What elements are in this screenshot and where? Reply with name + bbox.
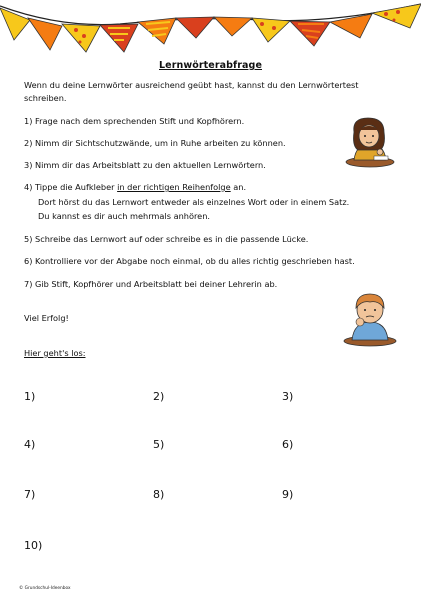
answer-label-5: 5) [153, 438, 165, 451]
answer-label-3: 3) [282, 390, 294, 403]
boy-thinking-illustration [342, 290, 400, 348]
answer-label-2: 2) [153, 390, 165, 403]
step-4 [24, 182, 246, 193]
step-4-start: 4) Tippe die Aufkleber [24, 182, 118, 192]
step-4-detail-2: Du kannst es dir auch mehrmals anhören. [38, 211, 210, 221]
start-label: Hier geht's los: [24, 348, 86, 358]
girl-writing-illustration [344, 116, 396, 168]
closing-text: Viel Erfolg! [24, 313, 69, 323]
answer-label-9: 9) [282, 488, 294, 501]
answer-label-7: 7) [24, 488, 36, 501]
step-3: 3) Nimm dir das Arbeitsblatt zu den aktuellen Lernwörtern. [24, 160, 266, 170]
step-1: 1) Frage nach dem sprechenden Stift und Kopfhörern. [24, 116, 245, 126]
answer-label-6: 6) [282, 438, 294, 451]
step-2: 2) Nimm dir Sichtschutzwände, um in Ruhe arbeiten zu können. [24, 138, 286, 148]
answer-label-4: 4) [24, 438, 36, 451]
step-6: 6) Kontrolliere vor der Abgabe noch einmal, ob du alles richtig geschrieben hast. [24, 256, 355, 266]
answer-label-1: 1) [24, 390, 36, 403]
intro-line-1: Wenn du deine Lernwörter ausreichend geübt hast, kannst du den Lernwörtertest [24, 80, 359, 90]
step-4-end: an. [230, 182, 247, 192]
page-title: Lernwörterabfrage [159, 60, 262, 71]
intro-line-2: schreiben. [24, 93, 67, 103]
answer-label-8: 8) [153, 488, 165, 501]
step-4-detail-1: Dort hörst du das Lernwort entweder als einzelnes Wort oder in einem Satz. [38, 197, 350, 207]
bunting-banner [0, 0, 421, 58]
step-4-emphasis: in der richtigen Reihenfolge [117, 182, 231, 192]
copyright-notice: © Grundschul-Ideenbox [19, 586, 71, 591]
answer-label-10: 10) [24, 539, 43, 552]
step-7: 7) Gib Stift, Kopfhörer und Arbeitsblatt bei deiner Lehrerin ab. [24, 279, 278, 289]
step-5: 5) Schreibe das Lernwort auf oder schreibe es in die passende Lücke. [24, 234, 309, 244]
